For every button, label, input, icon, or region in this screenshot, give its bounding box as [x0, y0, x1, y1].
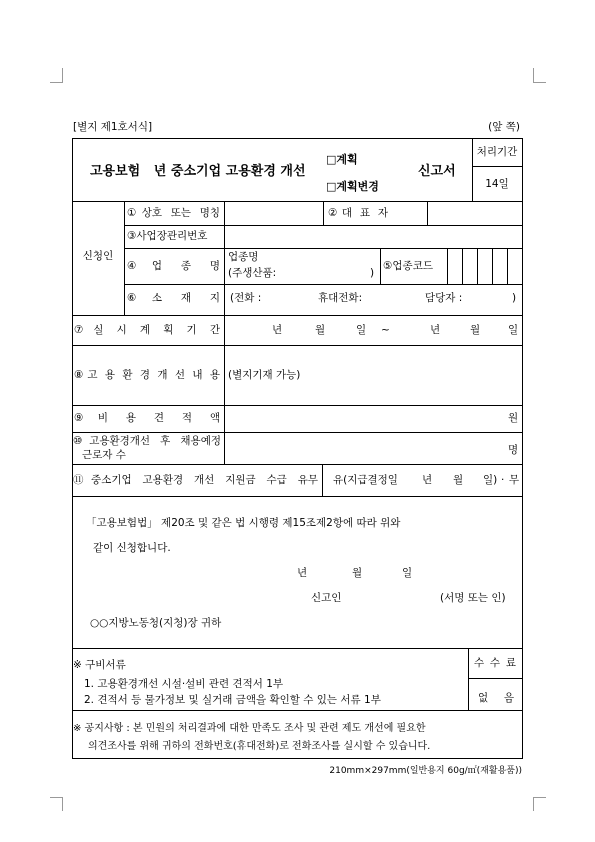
hiring-label-line2: 근로자 수	[82, 449, 126, 461]
cost-estimate-label: ⑨비 용 견 적 액	[74, 412, 220, 424]
table-border-bottom	[72, 758, 523, 759]
period-start-day-unit: 일	[356, 324, 367, 336]
row-divider	[72, 432, 523, 433]
phone-label: (전화 :	[230, 292, 262, 304]
row-divider	[72, 345, 523, 346]
addressee: ○○지방노동청(지청)장 귀하	[90, 617, 222, 629]
industry-code-cell-divider	[447, 248, 448, 284]
industry-name-label: 업종명	[228, 251, 259, 263]
table-border-top	[72, 138, 523, 139]
main-product-close: )	[370, 267, 375, 279]
contact-person-label: 담당자 :	[425, 292, 463, 304]
hiring-label-line1: ⑩고용환경개선 후 채용예정	[73, 435, 221, 447]
row-divider	[72, 496, 523, 497]
fee-value: 없 음	[478, 692, 514, 704]
processing-period-label: 처리기간	[476, 146, 518, 158]
industry-label: ④업 종 명	[127, 260, 220, 272]
row-divider	[124, 284, 523, 285]
form-number: [별지 제1호서식]	[73, 121, 153, 133]
row-divider	[72, 648, 523, 649]
main-product-label: (주생산품:	[228, 267, 277, 279]
declaration-month-unit: 월	[352, 567, 363, 579]
mobile-label: 휴대전화:	[318, 292, 363, 304]
subsidy-day-unit: 일)	[483, 474, 498, 486]
industry-code-cell-divider	[477, 248, 478, 284]
column-divider	[427, 201, 428, 225]
fee-divider	[468, 678, 523, 679]
crop-mark	[533, 797, 546, 798]
column-divider	[323, 201, 324, 225]
period-end-day-unit: 일	[508, 324, 519, 336]
cost-unit: 원	[508, 412, 519, 424]
row-divider	[72, 464, 523, 465]
improvement-label: ⑧고 용 환 경 개 선 내 용	[74, 369, 220, 381]
industry-code-label: ⑤업종코드	[383, 260, 433, 272]
signature-label: (서명 또는 인)	[440, 592, 506, 604]
declaration-line2: 같이 신청합니다.	[93, 542, 171, 554]
applicant-section-label: 신청인	[82, 250, 114, 262]
crop-mark	[533, 82, 546, 83]
crop-mark	[62, 797, 63, 811]
industry-code-cell-divider	[492, 248, 493, 284]
notice-line1: ※ 공지사항 : 본 민원의 처리결과에 대한 만족도 조사 및 관련 제도 개선에 필요한	[73, 723, 426, 734]
checkbox-plan[interactable]: □계획	[326, 153, 358, 166]
row-divider	[72, 315, 523, 316]
declaration-day-unit: 일	[402, 567, 413, 579]
form-title: 고용보험 년 중소기업 고용환경 개선	[90, 164, 306, 179]
industry-code-cell-divider	[507, 248, 508, 284]
crop-mark	[533, 797, 534, 811]
column-divider	[124, 201, 125, 315]
processing-divider	[472, 166, 523, 167]
subsidy-no: 무	[509, 474, 520, 486]
row-divider	[124, 248, 523, 249]
hiring-unit: 명	[508, 444, 519, 456]
contact-close: )	[512, 292, 517, 304]
period-end-month-unit: 월	[470, 324, 481, 336]
table-border-right	[522, 138, 523, 758]
subsidy-year-unit: 년	[422, 474, 433, 486]
row-divider	[72, 710, 523, 711]
declaration-line1: 「고용보험법」 제20조 및 같은 법 시행령 제15조제2항에 따라 위와	[86, 517, 401, 529]
period-end-year-unit: 년	[430, 324, 441, 336]
page-side-label: (앞 쪽)	[488, 121, 520, 133]
declarant-label: 신고인	[311, 592, 342, 604]
subsidy-month-unit: 월	[453, 474, 464, 486]
column-divider	[380, 248, 381, 284]
crop-mark	[50, 797, 63, 798]
crop-mark	[50, 82, 63, 83]
column-divider	[468, 648, 469, 710]
address-label: ⑥소 재 지	[127, 292, 220, 304]
period-separator: ~	[381, 324, 390, 336]
period-start-year-unit: 년	[272, 324, 283, 336]
row-divider	[124, 225, 523, 226]
subsidy-label: ⑪중소기업 고용환경 개선 지원금 수급 유무	[73, 474, 318, 486]
representative-label: ②대 표 자	[328, 207, 388, 219]
subsidy-yes-prefix: 유(지급결정일	[333, 474, 398, 486]
crop-mark	[533, 68, 534, 82]
checkbox-plan-change[interactable]: □계획변경	[326, 180, 379, 193]
subsidy-separator: ·	[501, 474, 505, 486]
notice-line2: 의견조사를 위해 귀하의 전화번호(휴대전화)로 전화조사를 실시할 수 있습니다.	[88, 741, 431, 752]
processing-period-value: 14일	[485, 178, 509, 190]
crop-mark	[62, 68, 63, 82]
row-divider	[72, 201, 523, 202]
declaration-year-unit: 년	[297, 567, 308, 579]
workplace-number-label: ③사업장관리번호	[127, 230, 208, 242]
fee-label: 수 수 료	[474, 657, 516, 669]
required-documents-title: ※ 구비서류	[73, 659, 126, 671]
industry-code-cell-divider	[462, 248, 463, 284]
form-title-suffix: 신고서	[418, 164, 456, 179]
paper-spec: 210mm×297mm(일반용지 60g/㎡(재활용품))	[329, 766, 522, 776]
business-name-label: ①상호 또는 명칭	[127, 207, 220, 219]
required-document-item: 1. 고용환경개선 시설·설비 관련 견적서 1부	[84, 678, 284, 690]
column-divider	[322, 464, 323, 496]
column-divider	[224, 201, 225, 464]
row-divider	[72, 405, 523, 406]
plan-period-label: ⑦실 시 계 획 기 간	[74, 324, 220, 336]
required-document-item: 2. 견적서 등 물가정보 및 실거래 금액을 확인할 수 있는 서류 1부	[84, 694, 381, 706]
improvement-note: (별지기재 가능)	[228, 369, 301, 381]
period-start-month-unit: 월	[315, 324, 326, 336]
